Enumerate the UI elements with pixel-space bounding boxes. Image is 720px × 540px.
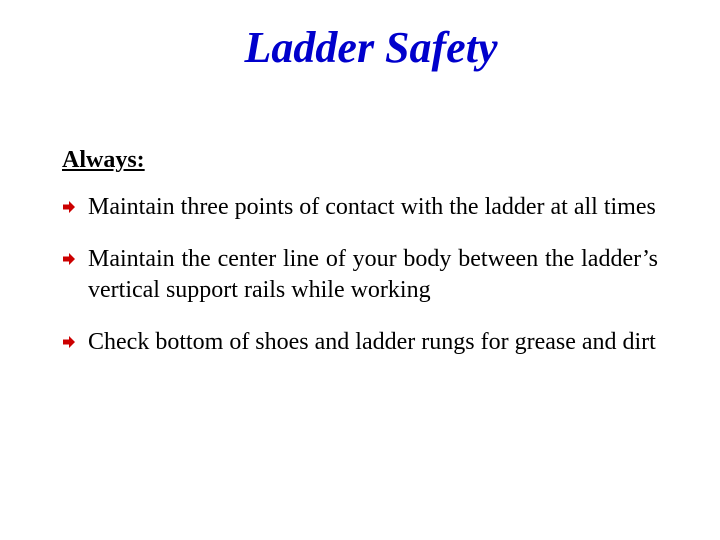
bullet-text: Maintain the center line of your body between the ladder’s vertical support rails while working bbox=[88, 246, 658, 303]
arrow-right-icon bbox=[62, 200, 76, 214]
list-item bbox=[62, 192, 658, 223]
arrow-right-icon bbox=[62, 252, 76, 266]
bullet-list bbox=[62, 192, 658, 379]
subheading: Always: bbox=[62, 147, 145, 173]
bullet-text: Maintain three points of contact with the ladder at all times bbox=[88, 194, 656, 220]
bullet-text: Check bottom of shoes and ladder rungs for grease and dirt bbox=[88, 329, 656, 355]
slide-title: Ladder Safety bbox=[244, 23, 498, 72]
arrow-right-icon bbox=[62, 335, 76, 349]
list-item bbox=[62, 327, 658, 358]
list-item bbox=[62, 244, 658, 306]
